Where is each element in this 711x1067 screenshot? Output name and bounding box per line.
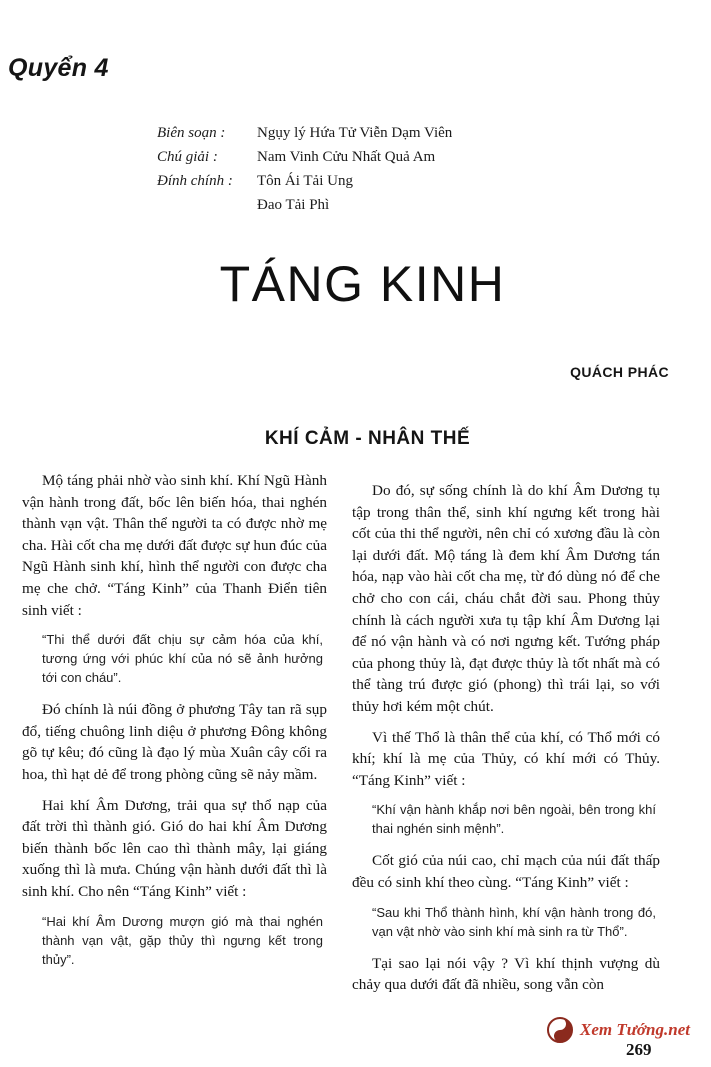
- credit-names: [257, 121, 452, 145]
- credit-role: Chú giải :: [157, 149, 218, 165]
- credit-role: Đính chính :: [157, 173, 233, 189]
- credit-role: Biên soạn :: [157, 125, 226, 141]
- credit-row-compiler: [157, 121, 452, 145]
- paragraph: Hai khí Âm Dương, trải qua sự thổ nạp của đất trời thì thành gió. Gió do hai khí Âm Dương biến thành bốc lên cao thì thành mây, lại giáng xuống thì là mưa. Chúng vận hành dưới đất thì là sinh khí. Cho nên “Táng Kinh” viết :: [22, 796, 327, 900]
- section-title: KHÍ CẢM - NHÂN THẾ: [264, 428, 471, 449]
- book-label: Quyển 4: [8, 54, 109, 82]
- text-column-left: [22, 470, 327, 981]
- credit-row-editor: [157, 169, 452, 217]
- quote: “Sau khi Thổ thành hình, khí vận hành trong đó, vạn vật nhờ vào sinh khí mà sinh ra từ Thổ”.: [372, 904, 656, 939]
- paragraph: Do đó, sự sống chính là do khí Âm Dương tụ tập trong thân thể, sinh khí ngưng kết trong hài cốt của thi thể người, nên chỉ có xương đầu là còn lại dưới đất. Mộ táng là đem khí Âm Dương tán hóa, nạp vào hài cốt cha mẹ, từ đó dùng nó để che chở cho con cái, cháu chắt đời sau. Phong thủy chính là cách người xưa tụ tập khí Âm Dương lại để nó vận hành và có nơi ngưng kết. Tướng pháp của phong thủy là, đạt được thủy là tốt nhất mà có thể tàng trú được gió (phong) thì trái lại, so với thủy hơi kém một chút.: [352, 482, 660, 715]
- page-number: 269: [626, 1040, 652, 1059]
- credit-name: Ngụy lý Hứa Tử Viễn Dạm Viên: [257, 125, 453, 141]
- credit-name: Đao Tải Phì: [257, 197, 330, 213]
- paragraph: Mộ táng phải nhờ vào sinh khí. Khí Ngũ Hành vận hành trong đất, bốc lên biến hóa, thai nghén thành vạn vật. Thân thể người ta có được nhờ mẹ cha. Hài cốt cha mẹ dưới đất được sự hun đúc của Ngũ Hành sinh khí, hình thể người con được cha mẹ che chở. “Táng Kinh” của Thanh Điển tiên sinh viết :: [22, 472, 327, 619]
- credit-row-annotator: [157, 145, 452, 169]
- quote: “Hai khí Âm Dương mượn gió mà thai nghén thành vạn vật, gặp thủy thì ngưng kết trong thủy”.: [42, 913, 323, 967]
- author-name: QUÁCH PHÁC: [570, 364, 669, 380]
- credit-name: Tôn Ái Tải Ung: [257, 173, 353, 189]
- yin-yang-icon: [546, 1016, 574, 1044]
- logo-text: Xem Tướng.net: [580, 1020, 690, 1039]
- credit-names: [257, 169, 353, 217]
- chapter-title: TÁNG KINH: [219, 256, 506, 312]
- text-column-right: [352, 480, 660, 1005]
- paragraph: Cốt gió của núi cao, chỉ mạch của núi đất thấp đều có sinh khí theo cùng. “Táng Kinh” viết :: [352, 852, 660, 891]
- quote: “Khí vận hành khắp nơi bên ngoài, bên trong khí thai nghén sinh mệnh”.: [372, 802, 656, 837]
- paragraph: Vì thế Thổ là thân thể của khí, có Thổ mới có khí; khí là mẹ của Thủy, có khí mới có Thủy. “Táng Kinh” viết :: [352, 728, 660, 789]
- paragraph: Tại sao lại nói vậy ? Vì khí thịnh vượng dù chảy qua dưới đất đã nhiều, song vẫn còn: [352, 954, 660, 994]
- credit-name: Nam Vinh Cửu Nhất Quả Am: [257, 149, 436, 165]
- credits: [157, 121, 452, 217]
- paragraph: Đó chính là núi đồng ở phương Tây tan rã sụp đổ, tiếng chuông linh diệu ở phương Đông không gõ tự kêu; đó cũng là đạo lý mùa Xuân cây cối ra hoa, thì hạt dẻ để trong phòng cũng sẽ nảy mầm.: [22, 701, 327, 783]
- quote: “Thi thể dưới đất chịu sự cảm hóa của khí, tương ứng với phúc khí của nó sẽ ảnh hưởng tới con cháu”.: [42, 632, 323, 686]
- credit-names: [257, 145, 435, 169]
